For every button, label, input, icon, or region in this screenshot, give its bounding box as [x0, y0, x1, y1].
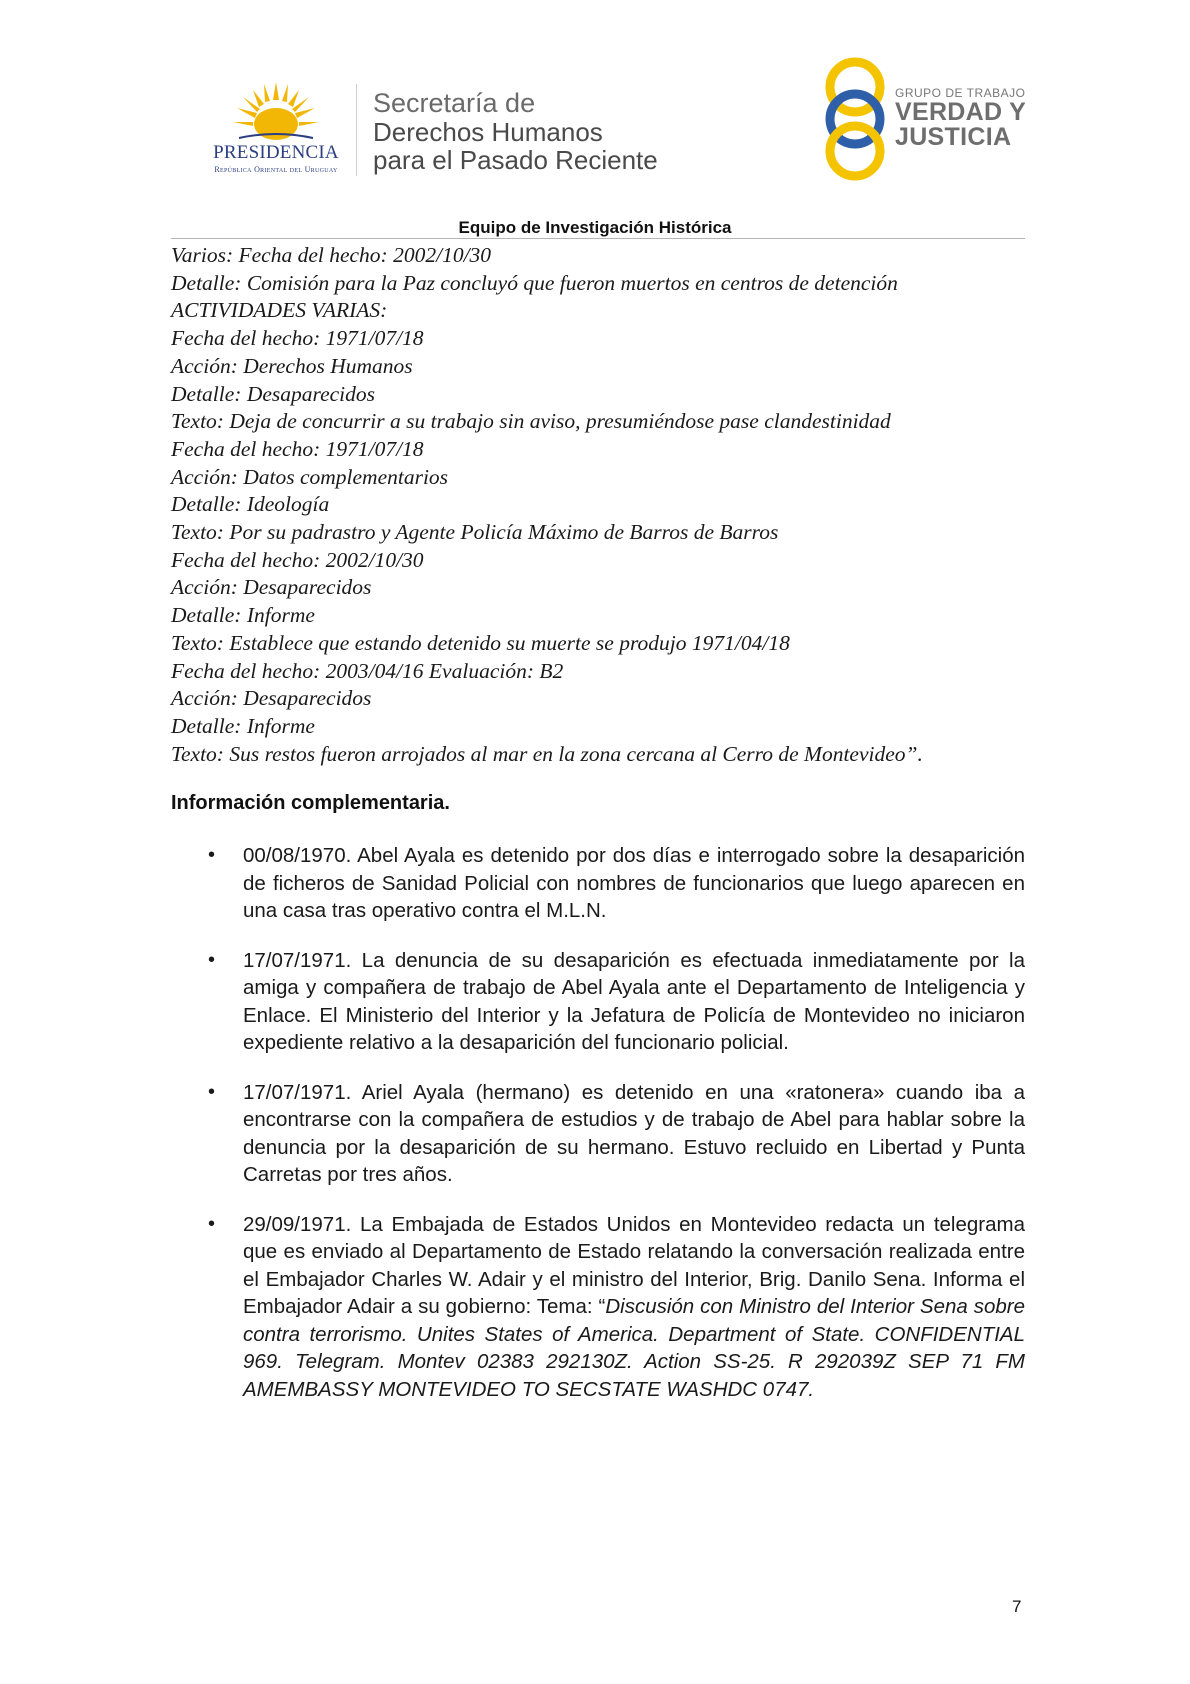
- presidencia-subtitle: República Oriental del Uruguay: [214, 165, 338, 174]
- bullet-text: 17/07/1971. Ariel Ayala (hermano) es detenido en una «ratonera» cuando iba a encontrarse con la compañera de estudios y de trabajo de Abel para hablar sobre la denuncia por la desaparición de su hermano. Estuvo recluido en Libertad y Punta Carretas por tres años.: [243, 1080, 1025, 1186]
- record-line: Acción: Desaparecidos: [171, 686, 372, 711]
- vj-line-1: GRUPO DE TRABAJO: [895, 86, 1026, 100]
- secretaria-logo-text: [373, 88, 658, 174]
- bullet-marker: •: [208, 948, 216, 971]
- record-line: Texto: Deja de concurrir a su trabajo sin aviso, presumiéndose pase clandestinidad: [171, 409, 891, 434]
- bullet-text: [243, 1211, 1025, 1404]
- record-line: Fecha del hecho: 1971/07/18: [171, 326, 424, 351]
- record-line: ACTIVIDADES VARIAS:: [171, 298, 388, 323]
- section-heading: Información complementaria.: [171, 792, 450, 814]
- record-line: Texto: Por su padrastro y Agente Policía Máximo de Barros de Barros: [171, 520, 779, 545]
- list-item: [171, 947, 1025, 1057]
- list-item: [171, 1211, 1025, 1404]
- verdad-justicia-text: [895, 86, 1026, 150]
- record-line: Detalle: Informe: [171, 603, 315, 628]
- bullet-list: [171, 842, 1025, 1425]
- bullet-text: 17/07/1971. La denuncia de su desaparición es efectuada inmediatamente por la amiga y compañera de trabajo de Abel Ayala ante el Departamento de Inteligencia y Enlace. El Ministerio del Interior y la Jefatura de Policía de Montevideo no iniciaron expediente relativo a la desaparición del funcionario policial.: [243, 948, 1025, 1054]
- record-line: Acción: Datos complementarios: [171, 464, 449, 489]
- record-line: Fecha del hecho: 2003/04/16 Evaluación: B2: [171, 658, 564, 683]
- page-header: [0, 0, 1190, 237]
- logo-divider: [356, 84, 357, 176]
- record-line: Texto: Establece que estando detenido su muerte se produjo 1971/04/18: [171, 630, 790, 655]
- presidencia-logo: [196, 78, 356, 178]
- bullet-marker: •: [208, 844, 216, 866]
- bullet-text-normal: 29/09/1971. La Embajada de Estados Unidos en Montevideo redacta un telegrama que es enviado al Departamento de Estado relatando la conversación realizada entre el Embajador Charles W. Adair y el ministro del Interior, Brig. Danilo Sena. Informa el Embajador Adair a su gobierno: Tema: “: [243, 1212, 1025, 1318]
- bullet-marker: •: [208, 1080, 216, 1103]
- record-line: Detalle: Informe: [171, 713, 315, 738]
- record-line: Detalle: Ideología: [171, 492, 330, 517]
- list-item: [171, 842, 1025, 925]
- record-line: Detalle: Desaparecidos: [171, 381, 375, 406]
- record-line: Fecha del hecho: 2002/10/30: [171, 547, 424, 572]
- interlocking-rings-icon: [820, 56, 890, 181]
- bullet-text-italic: Discusión con Ministro del Interior Sena sobre contra terrorismo. Unites States of America. Department of State. CONFIDENTIAL 969. Telegram. Montev 02383 292130Z. Action SS-25. R 292039Z SEP 71 FM AMEMBASSY MONTEVIDEO TO SECSTATE WASHDC 0747.: [243, 1295, 1025, 1401]
- bullet-marker: •: [208, 1212, 216, 1235]
- record-line: Fecha del hecho: 1971/07/18: [171, 436, 424, 461]
- team-title: Equipo de Investigación Histórica: [458, 218, 732, 237]
- secretaria-line-3: para el Pasado Reciente: [373, 145, 658, 175]
- header-rule: [171, 238, 1025, 239]
- secretaria-line-1: Secretaría de: [373, 88, 536, 118]
- vj-line-3: JUSTICIA: [895, 123, 1012, 151]
- verdad-justicia-logo: [820, 56, 1030, 181]
- bullet-text: 00/08/1970. Abel Ayala es detenido por dos días e interrogado sobre la desaparición de ficheros de Sanidad Policial con nombres de funcionarios que luego aparecen en una casa tras operativo contra el M.L.N.: [243, 844, 1025, 922]
- secretaria-line-2: Derechos Humanos: [373, 117, 603, 147]
- record-line: Detalle: Comisión para la Paz concluyó que fueron muertos en centros de detención: [171, 270, 898, 295]
- page-number: 7: [1012, 1597, 1022, 1616]
- list-item: [171, 1079, 1025, 1189]
- record-line: Acción: Desaparecidos: [171, 575, 372, 600]
- sun-emblem-icon: [231, 78, 321, 140]
- record-line: Varios: Fecha del hecho: 2002/10/30: [171, 243, 492, 267]
- record-line: Texto: Sus restos fueron arrojados al mar en la zona cercana al Cerro de Montevideo”.: [171, 741, 923, 766]
- presidencia-wordmark: PRESIDENCIA: [213, 142, 339, 163]
- record-line: Acción: Derechos Humanos: [171, 353, 413, 378]
- vj-line-2: VERDAD Y: [895, 98, 1027, 126]
- record-entries: [171, 242, 1031, 768]
